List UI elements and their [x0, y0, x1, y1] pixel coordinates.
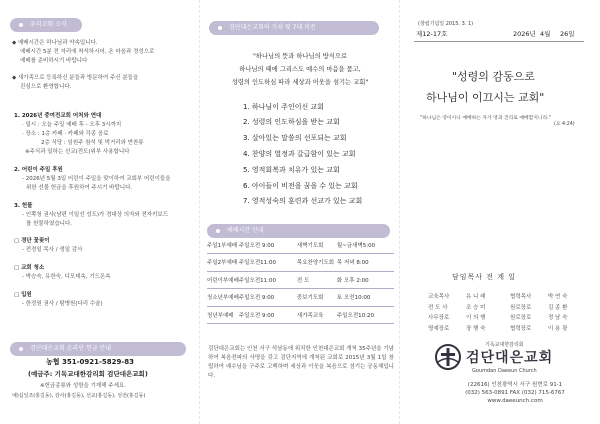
church-name: 검단대은교회 [466, 350, 554, 366]
meeting-name: 전 도 [297, 271, 337, 289]
staff-title: 협력장로 [510, 325, 532, 332]
news-item: 예배를 준비하시기 바랍니다 [20, 58, 88, 64]
worship-name: 어린이부예배 [207, 271, 239, 289]
staff-name: 유 니 래 [466, 294, 486, 300]
worship-name: 주일1부예배 [207, 236, 239, 254]
worship-name: 주일2부예배 [207, 254, 239, 272]
offering-note: ※헌금종류와 성함을 기재해 주세요. [40, 383, 126, 389]
meeting-name: 중보기도회 [297, 289, 337, 307]
meeting-name: 새가족교육 [297, 306, 337, 324]
news-item: - 인쪽청 권사(남편 이일선 성도)가 경대상 의자와 전자키보드 [22, 212, 169, 218]
staff-title: 전 도 사 [428, 304, 448, 311]
worship-time: 주일오전11:00 [239, 271, 297, 289]
staff-titles-right [510, 292, 531, 334]
news-heading: ▢ 교회 청소 [14, 265, 45, 271]
vision-item: 2. 성령의 인도하심을 받는 교회 [243, 118, 340, 126]
staff-title: 교육목사 [428, 294, 450, 300]
vision-statement: "하나님의 뜻과 하나님의 방식으로 [252, 53, 348, 60]
church-logo-icon [434, 343, 462, 371]
vision-item: 1. 하나님이 주인이신 교회 [243, 103, 324, 111]
table-row [207, 254, 394, 272]
vision-item: 5. 영적회복과 치유가 있는 교회 [243, 166, 340, 174]
table-row [207, 271, 394, 289]
church-address: (22616) 인천광역시 서구 원현로 91-1 [467, 382, 563, 388]
staff-name: 이 의 행 [466, 315, 486, 322]
issue-month: 4월 [540, 30, 551, 38]
table-row [207, 236, 394, 254]
vision-item: 4. 찬양의 열정과 갈급함이 있는 교회 [243, 150, 356, 158]
staff-name: 장 행 숙 [466, 325, 486, 332]
issue-number: 제12-17호 [416, 30, 448, 38]
worship-time: 주일오전11:00 [239, 254, 297, 272]
vision-item: 3. 살아있는 말씀의 선포되는 교회 [243, 134, 347, 142]
meeting-name: 목요찬양기도회 [297, 254, 337, 272]
news-item: 예배시간 5분 전 자리에 착석하시어, 온 마음과 정성으로 [20, 49, 155, 55]
worship-name: 청소년부예배 [207, 289, 239, 307]
founded-date: (창립기념일 2015. 3. 1) [418, 21, 474, 27]
news-heading: 3. 헌물 [14, 203, 33, 209]
news-item: ※주식과 일하는 선교(전도)위부 사용합니다 [25, 149, 130, 155]
offering-title: 검단대은교회 온라인 헌금 안내 [30, 345, 112, 352]
worship-time: 주일오전 9:00 [239, 236, 297, 254]
meeting-time: 주일오전10:20 [337, 306, 394, 324]
vision-title: 검단대은교회의 가치 및 7대 비전 [229, 24, 316, 31]
issue-day: 26일 [560, 30, 575, 38]
vision-item: 7. 영적성숙의 훈련과 선교가 있는 교회 [243, 197, 363, 205]
church-phone: (032) 563-0891 FAX (032) 715-6767 [465, 390, 565, 396]
bullet-dot-icon [218, 26, 222, 30]
staff-name: 조 승 미 [466, 304, 486, 311]
staff-name: 김 종 환 [548, 304, 568, 311]
news-item: 를 헌물하였습니다. [26, 221, 73, 227]
news-item: ◆ 새가족으로 등록하신 분들과 방문하여 주신 분들을 [12, 75, 139, 81]
denomination: 기독교대한감리회 [485, 342, 524, 348]
staff-title: 사무장로 [428, 315, 450, 322]
worship-name: 청년부예배 [207, 306, 239, 324]
news-item: · 일시 : 오늘 주일 예배 후 - 오후 3시까지 [22, 122, 122, 128]
church-introduction: 검단대은교회는 인천 서구 석남동에 위치한 인천대은교회 개척 35주년을 기념하여 복음전파의 사명을 갖고 검단지역에 개척된 교회로 2015년 3월 1일 창립하여 예수님을 구주로 고백하며 세상과 이웃을 복음으로 섬기는 공동체입니다. [208, 346, 394, 379]
meeting-time: 목 저녁 8:00 [337, 254, 394, 272]
header-divider [414, 41, 584, 42]
scripture-reference: (요 4:24) [554, 122, 575, 127]
worship-time: 주일오전 9:00 [239, 306, 297, 324]
news-item: · 장소 : 1층 카페 · 카페와 각종 음료 [22, 131, 109, 137]
meeting-time: 화 오후 2:00 [337, 271, 394, 289]
news-heading: 1. 2026년 중여전교회 어처와 연대 [14, 113, 102, 119]
news-item: - 2026년 5월 3일 어린이 주일을 맞이하여 교회부 어린이들을 [22, 176, 171, 182]
news-column [0, 0, 200, 424]
meeting-name: 새벽기도회 [297, 236, 337, 254]
worship-title: 예배시간 안내 [227, 227, 264, 234]
news-item: 2층 식당 : 임원주 참석 및 먹거리와 반찬류 [41, 140, 144, 146]
news-title: 우리교회 소식 [30, 21, 67, 28]
bullet-dot-icon [19, 23, 23, 27]
church-name-english: Goumdan Daeeun Church [472, 368, 537, 374]
news-item: 진심으로 환영합니다. [20, 84, 72, 90]
news-item: - 박승숙, 유한숙, 디모데속, 기드온속 [22, 274, 111, 280]
meeting-time: 토 오전10:00 [337, 289, 394, 307]
table-row [207, 306, 394, 324]
bullet-dot-icon [19, 347, 23, 351]
church-website: www.daeeunch.com [487, 398, 543, 404]
offering-title-pill [10, 342, 186, 356]
meeting-time: 월~금새벽5:00 [337, 236, 394, 254]
staff-title: 원로장로 [510, 315, 532, 322]
headline-line-1: "성령의 감동으로 [452, 70, 535, 83]
news-item: 위한 선물 헌금을 후원하여 주시기 바랍니다. [26, 185, 133, 191]
bank-account: 농협 351-0921-5829-83 [46, 358, 134, 366]
news-title-pill [10, 18, 82, 32]
account-holder: (예금주: 기독교대한감리회 검단대은교회) [28, 370, 148, 378]
staff-names-left [466, 292, 485, 334]
news-heading: ▢ 입원 [14, 292, 32, 298]
vision-title-pill [209, 21, 379, 35]
staff-title: 명예장로 [428, 325, 450, 332]
table-row [207, 289, 394, 307]
news-heading: ▢ 경단 꽃꽂이 [14, 238, 50, 244]
bullet-dot-icon [216, 229, 220, 233]
news-item: - 전경일 목사 / 생일 감사 [22, 247, 83, 253]
headline-line-2: 하나님이 이끄시는 교회" [426, 91, 545, 104]
staff-title: 원로장로 [510, 304, 532, 311]
staff-name: 이 용 광 [548, 325, 568, 332]
issue-year: 2026년 [513, 30, 536, 38]
news-heading: 2. 어린이 주일 후원 [14, 167, 63, 173]
staff-titles-left [428, 292, 449, 334]
worship-time: 주일오전 9:00 [239, 289, 297, 307]
offering-example: 예)십일조(홍길동), 감사(홍길동), 선교(홍길동), 성전(홍길동) [12, 393, 146, 399]
senior-pastor: 담임목사 전 계 일 [452, 273, 517, 281]
worship-schedule-table [207, 236, 394, 324]
vision-item: 6. 아이들이 비전을 꿈을 수 있는 교회 [243, 182, 358, 190]
staff-name: 정 남 숙 [548, 315, 568, 322]
vision-statement: 하나님의 때에 그리스도 예수의 마음을 품고, [239, 66, 361, 73]
staff-name: 박 연 숙 [548, 294, 568, 300]
scripture-verse: "하나님은 영이시니 예배하는 자가 영과 진리로 예배할지니라." [420, 116, 551, 121]
news-item: - 한정원 권사 / 탐병원(다리 수술) [22, 301, 103, 307]
staff-names-right [548, 292, 567, 334]
vision-statement: 성령의 인도하심 따라 세상과 이웃을 섬기는 교회" [231, 79, 369, 86]
staff-title: 협력목사 [510, 294, 532, 300]
cover-column [400, 0, 600, 424]
news-item: ◆ 예배시간은 하나님과 약속입니다. [12, 40, 98, 46]
